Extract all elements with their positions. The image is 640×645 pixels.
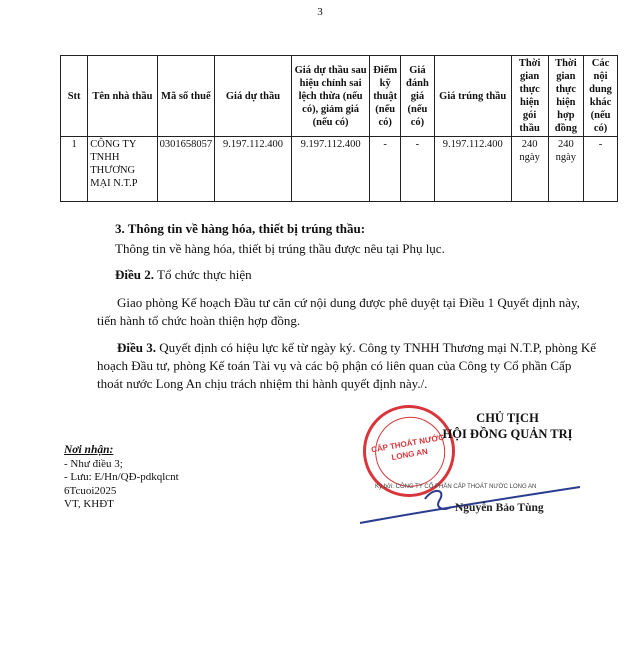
cell-bid-price: 9.197.112.400 [215,137,292,202]
signature-block [355,405,605,535]
recipient-line: VT, KHĐT [64,498,114,510]
cell-winning-price: 9.197.112.400 [434,137,511,202]
article-2-text: Giao phòng Kế hoạch Đầu tư căn cứ nội dung được phê duyệt tại Điều 1 Quyết định này, tiến hành tổ chức hoàn thiện hợp đồng. [97,295,580,328]
cell-technical-score: - [370,137,401,202]
table-header-row [61,56,618,137]
recipient-line: - Như điều 3; [64,457,123,470]
recipients-title: Nơi nhận: [64,444,114,456]
header-tax-code: Mã số thuế [157,56,215,137]
seal-text: CẤP THOÁT NƯỚC LONG AN [370,432,445,463]
table-row [61,137,618,202]
header-other-content: Các nội dung khác (nếu có) [584,56,618,137]
cell-package-duration: 240 ngày [511,137,548,202]
page-number: 3 [317,6,323,18]
cell-other-content: - [584,137,618,202]
cell-adjusted-price: 9.197.112.400 [291,137,369,202]
header-package-duration: Thời gian thực hiện gói thầu [511,56,548,137]
article-3-text: Quyết định có hiệu lực kể từ ngày ký. Công ty TNHH Thương mại N.T.P, phòng Kế hoạch Đầu tư, phòng Kế toán Tài vụ và các bộ phận có liên quan của Công ty Cổ phần Cấp thoát nước Long An chịu trách nhiệm thi hành quyết định này./. [97,340,596,391]
section-3-text: Thông tin về hàng hóa, thiết bị trúng thầu được nêu tại Phụ lục. [115,241,445,256]
header-contract-duration: Thời gian thực hiện hợp đồng [548,56,583,137]
position-line-1: CHỦ TỊCH [476,411,539,425]
signer-name: Nguyễn Bảo Tùng [455,502,544,514]
cell-contractor: CÔNG TY TNHH THƯƠNG MẠI N.T.P [88,137,157,202]
article-2-heading [115,266,615,284]
recipient-line: 6Tcuoi2025 [64,484,117,497]
cell-evaluated-price: - [400,137,434,202]
recipient-line: - Lưu: E/Hn/QĐ-pdkqlcnt [64,471,179,483]
digital-signature-info: Ký bởi: CÔNG TY CỔ PHẦN CẤP THOÁT NƯỚC LONG AN [375,484,537,490]
header-bid-price: Giá dự thầu [215,56,292,137]
article-3-paragraph [97,339,597,393]
header-technical-score: Điểm kỹ thuật (nếu có) [370,56,401,137]
article-2-label: Điều 2. [115,267,154,282]
header-stt: Stt [61,56,88,137]
cell-tax-code: 0301658057 [157,137,215,202]
header-adjusted-price: Giá dự thầu sau hiệu chỉnh sai lệch thừa (nếu có), giảm giá (nếu có) [291,56,369,137]
header-winning-price: Giá trúng thầu [434,56,511,137]
header-evaluated-price: Giá đánh giá (nếu có) [400,56,434,137]
award-result-table [60,55,618,202]
signature-title [415,410,600,442]
article-3-label: Điều 3. [117,340,156,355]
article-2-title: Tổ chức thực hiện [157,267,252,282]
position-line-2: HỘI ĐỒNG QUẢN TRỊ [442,427,573,441]
cell-stt: 1 [61,137,88,202]
header-contractor: Tên nhà thầu [88,56,157,137]
cell-contract-duration: 240 ngày [548,137,583,202]
recipients [64,444,179,512]
section-3-heading: 3. Thông tin về hàng hóa, thiết bị trúng thầu: [115,221,366,236]
